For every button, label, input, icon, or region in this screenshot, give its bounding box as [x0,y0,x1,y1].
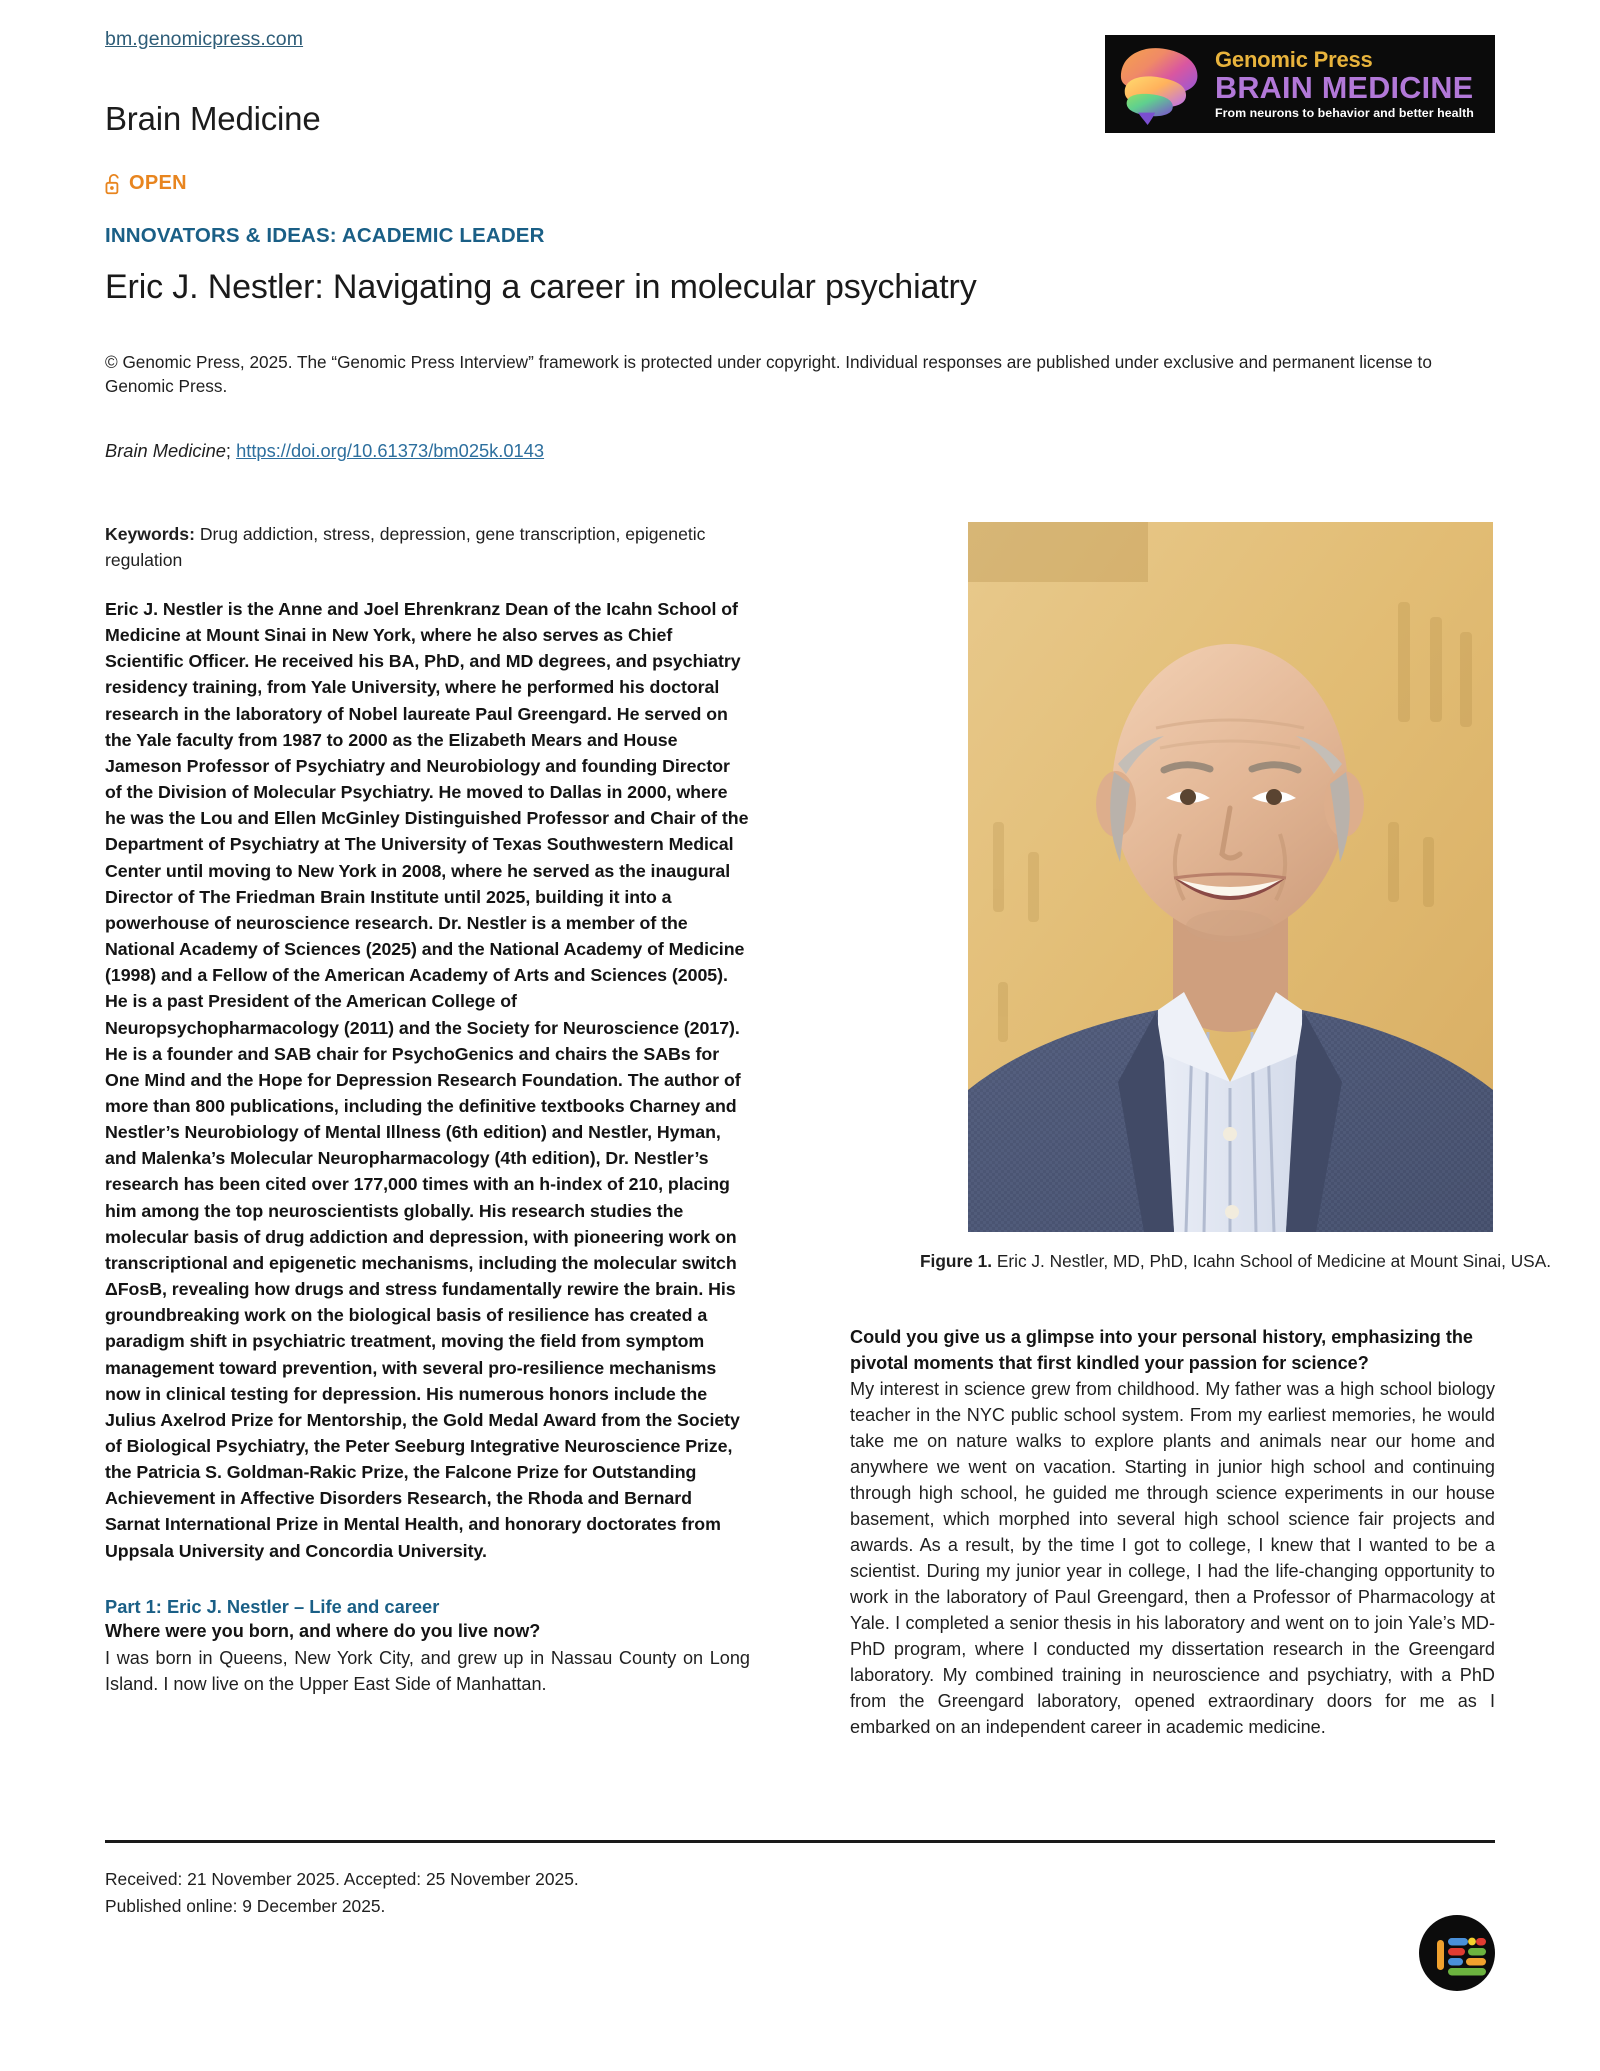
portrait-photo [968,522,1493,1232]
keywords-block [105,522,750,573]
keywords-label: Keywords: [105,524,195,544]
open-access-badge[interactable] [105,172,187,195]
brain-logo-icon [1113,42,1209,126]
interview-answer: My interest in science grew from childhood. My father was a high school biology teacher in the NYC public school system. From my earliest memories, he would take me on nature walks to explore plants and animals near our home and anywhere we went on vacation. Starting in junior high school and continuing through high school, he guided me through science experiments in our house basement, which morphed into several high school science fair projects and awards. As a result, by the time I got to college, I knew that I wanted to be a scientist. During my junior year in college, I had the life-changing opportunity to work in the laboratory of Paul Greengard, then a Professor of Pharmacology at Yale. I completed a senior thesis in his laboratory and went on to join Yale’s MD-PhD program, where I conducted my dissertation research in the Greengard laboratory. My combined training in neuroscience and psychiatry, with a PhD from the Greengard laboratory, opened extraordinary doors for me as I embarked on an independent career in academic medicine. [850,1378,1495,1738]
figure-caption-label: Figure 1. [920,1251,993,1271]
doi-separator: ; [225,440,237,461]
figure-caption [920,1249,1600,1273]
doi-link[interactable]: https://doi.org/10.61373/bm025k.0143 [236,440,545,461]
copyright-notice: © Genomic Press, 2025. The “Genomic Press Interview” framework is protected under copyright. Individual responses are published under exclusive and permanent license to Genomic Press. [105,352,1432,397]
brand-logo-text [1215,49,1474,119]
part1-question: Where were you born, and where do you live now? [105,1621,541,1642]
interview-qa-block [850,1325,1495,1740]
figure-caption-text: Eric J. Nestler, MD, PhD, Icahn School of Medicine at Mount Sinai, USA. [992,1251,1552,1271]
brand-logo [1105,35,1495,133]
brand-publisher: Genomic Press [1215,47,1373,73]
article-body [105,522,1552,1782]
brand-title: BRAIN MEDICINE [1215,71,1474,106]
left-column [105,522,750,1697]
genomic-press-mark-icon [1419,1915,1495,1991]
article-category: INNOVATORS & IDEAS: ACADEMIC LEADER [105,224,545,247]
brand-tagline: From neurons to behavior and better health [1215,105,1474,120]
figure-1 [920,522,1552,1273]
doi-line [105,440,544,462]
doi-journal-name: Brain Medicine [105,440,226,461]
unlock-icon [105,173,122,195]
author-biography: Eric J. Nestler is the Anne and Joel Ehrenkranz Dean of the Icahn School of Medicine at Mount Sinai in New York, where he also serves as Chief Scientific Officer. He received his BA, PhD, and MD degrees, and psychiatry residency training, from Yale University, where he performed his doctoral research in the laboratory of Nobel laureate Paul Greengard. He served on the Yale faculty from 1987 to 2000 as the Elizabeth Mears and House Jameson Professor of Psychiatry and Neurobiology and founding Director of the Division of Molecular Psychiatry. He moved to Dallas in 2000, where he was the Lou and Ellen McGinley Distinguished Professor and Chair of the Department of Psychiatry at The University of Texas Southwestern Medical Center until moving to New York in 2008, where he served as the inaugural Director of The Friedman Brain Institute until 2025, building it into a powerhouse of neuroscience research. Dr. Nestler is a member of the National Academy of Sciences (2025) and the National Academy of Medicine (1998) and a Fellow of the American Academy of Arts and Sciences (2005). He is a past President of the American College of Neuropsychopharmacology (2011) and the Society for Neuroscience (2017). He is a founder and SAB chair for PsychoGenics and chairs the SABs for One Mind and the Hope for Depression Research Foundation. The author of more than 800 publications, including the definitive textbooks Charney and Nestler’s Neurobiology of Mental Illness (6th edition) and Nestler, Hyman, and Malenka’s Molecular Neuropharmacology (4th edition), Dr. Nestler’s research has been cited over 177,000 times with an h-index of 210, placing him among the top neuroscientists globally. His research studies the molecular basis of drug addiction and depression, with pioneering work on transcriptional and epigenetic mechanisms, including the molecular switch ΔFosB, revealing how drugs and stress fundamentally rewire the brain. His groundbreaking work on the biological basis of resilience has created a paradigm shift in psychiatric treatment, moving the field from symptom management toward prevention, with several pro-resilience mechanisms now in clinical testing for depression. His numerous honors include the Julius Axelrod Prize for Mentorship, the Gold Medal Award from the Society of Biological Psychiatry, the Peter Seeburg Integrative Neuroscience Prize, the Patricia S. Goldman-Rakic Prize, the Falcone Prize for Outstanding Achievement in Affective Disorders Research, the Rhoda and Bernard Sarnat International Prize in Mental Health, and honorary doctorates from Uppsala University and Concordia University. [105,599,749,1561]
open-access-label: OPEN [129,172,187,194]
site-url-link[interactable]: bm.genomicpress.com [105,28,304,50]
keywords-values: Drug addiction, stress, depression, gene transcription, epigenetic regulation [105,524,706,570]
footer-dates [105,1866,579,1920]
portrait-illustration [968,522,1493,1232]
part1-answer: I was born in Queens, New York City, and grew up in Nassau County on Long Island. I now live on the Upper East Side of Manhattan. [105,1647,750,1694]
received-accepted-line: Received: 21 November 2025. Accepted: 25 November 2025. [105,1869,579,1889]
part1-heading: Part 1: Eric J. Nestler – Life and career [105,1595,440,1617]
journal-name: Brain Medicine [105,100,321,137]
published-online-line: Published online: 9 December 2025. [105,1895,386,1916]
page-title: Eric J. Nestler: Navigating a career in molecular psychiatry [105,268,977,306]
masthead [105,0,1495,160]
interview-question: Could you give us a glimpse into your personal history, emphasizing the pivotal moments that first kindled your passion for science? [850,1327,1473,1373]
right-column [850,522,1552,1741]
footer-divider [105,1840,1495,1843]
